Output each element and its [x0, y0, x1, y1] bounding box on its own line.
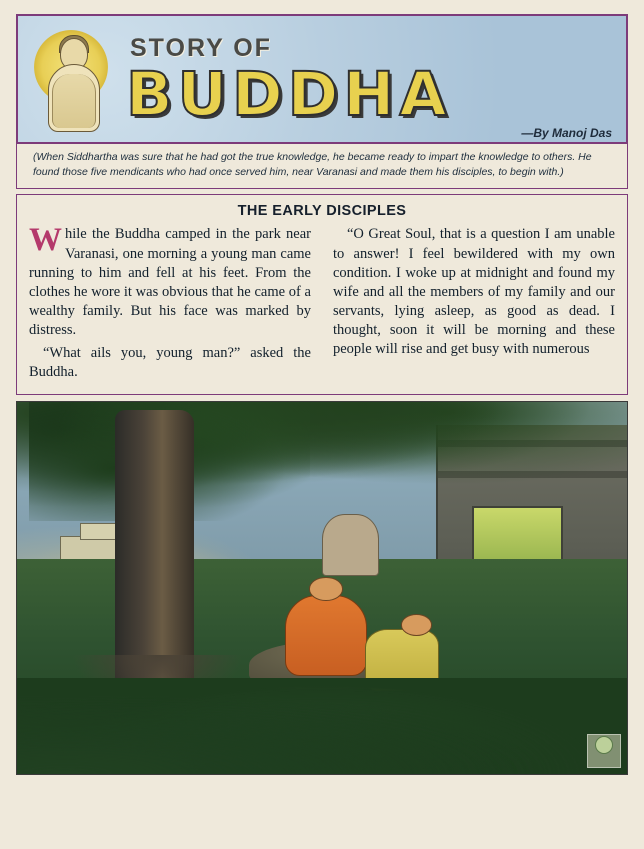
right-paragraph-1: “O Great Soul, that is a question I am unable to answer! I feel bewildered with my own condition. I woke up at midnight and found my wife and all the members of my family and our servants, lying asleep, as good as dead. I thought, soon it will be morning and these people will rise and get busy with numerous: [333, 226, 615, 358]
young-man-head: [401, 614, 432, 635]
title-banner: [16, 14, 628, 144]
foreground-bushes: [17, 678, 627, 775]
stupa: [322, 514, 379, 576]
left-paragraph-2: “What ails you, young man?” asked the Buddha.: [29, 345, 311, 381]
story-text-panel: [16, 194, 628, 395]
text-columns: [29, 222, 615, 386]
left-paragraph-1: [29, 222, 311, 340]
drop-cap: W: [29, 222, 62, 259]
buddha-figure-illustration: [285, 577, 364, 674]
buddha-robe-illustration: [285, 595, 366, 676]
illustration-panel: [16, 401, 628, 775]
watermark-stamp: [587, 734, 621, 768]
right-column: [333, 225, 615, 386]
intro-caption: (When Siddhartha was sure that he had got the true knowledge, he became ready to impart the knowledge to others. He found those five mendicants who had once served him, near Varanasi and made them his disciples, to begin with.): [16, 144, 628, 189]
banner-kicker: STORY OF: [130, 34, 272, 62]
buddha-head-illustration: [309, 577, 343, 600]
banner-title: BUDDHA: [126, 59, 452, 130]
watermark-circle-icon: [595, 736, 613, 754]
banner-byline: —By Manoj Das: [521, 126, 612, 140]
section-title: THE EARLY DISCIPLES: [237, 203, 407, 220]
left-paragraph-1-text: hile the Buddha camped in the park near Varanasi, one morning a young man came running to him and fell at his feet. From the clothes he wore it was obvious that he came of a wealthy family. But his face was marked by distress.: [29, 226, 311, 339]
left-column: [29, 222, 311, 386]
seated-buddha-icon: [42, 34, 104, 138]
buddha-robe: [52, 74, 96, 128]
